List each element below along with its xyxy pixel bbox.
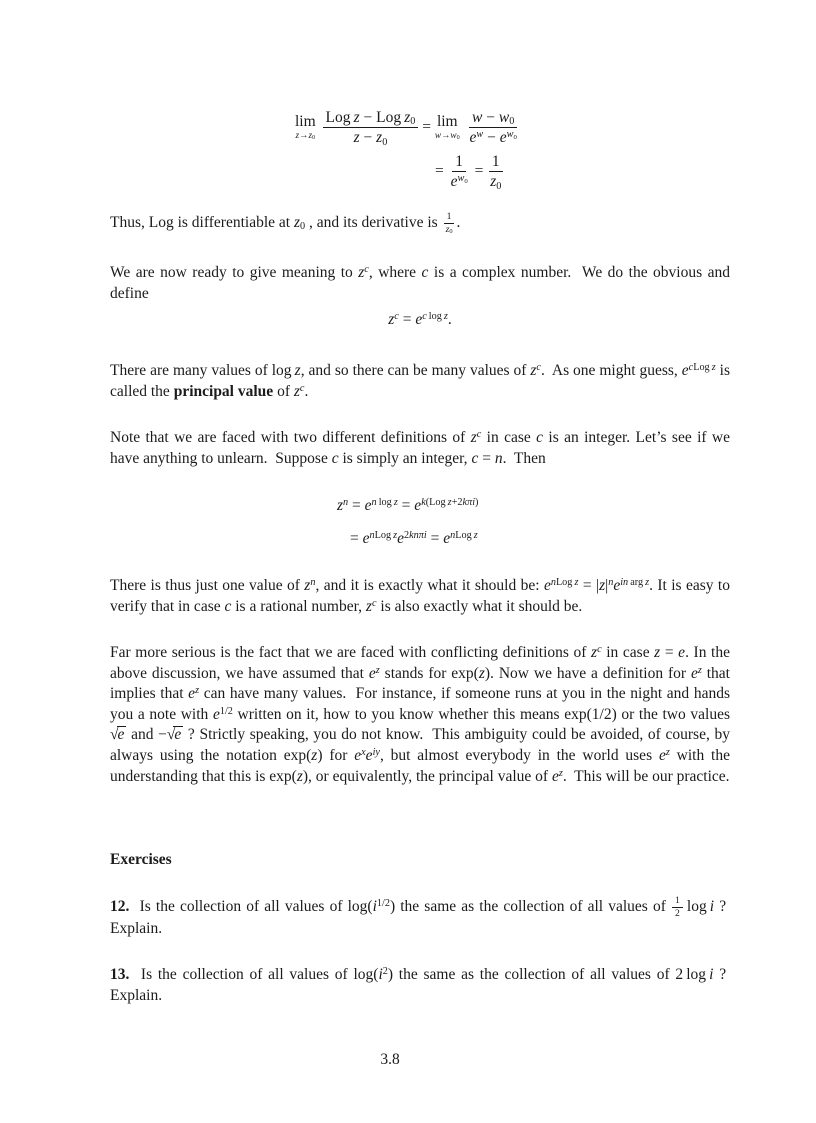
paragraph-log-differentiable: Thus, Log is differentiable at $z_0$ , and its derivative is $\frac{1}{z_0}$ . — [110, 211, 461, 236]
paragraph-conflicting-definitions: Far more serious is the fact that we are faced with conflicting definitions of $z^c$ in case z = e. In the above discussion, we have assumed that $e^z$ stands for exp(z). Now we have a definition for $e^z$ that implies that $e^z$ can have many values. For instance, if someone runs at you in the night and hands you a note with $e^{1/2}$ written on it, how to you know whether this means exp(1/2) or the two values √e and −√e ? Strictly speaking, you do not know. This ambiguity could be avoided, of course, by always using the notation exp(z) for $e^xe^{iy}$, but almost everybody in the world uses $e^z$ with the understanding that this is exp(z), or equivalently, the principal value of $e^z$. This will be our practice. — [110, 644, 730, 785]
equation-zn-line1: $z^n = e^{n log z} = e^{k(Log z+2k\pi i)}$ — [337, 497, 479, 514]
exercise-12: 12. Is the collection of all values of $\log(i^{1/2})$ the same as the collection of all values of $\frac{1}{2}$ log i ? Explain. — [110, 895, 730, 938]
equation-zc-definition: $z^c = e^{c log z}$. — [388, 311, 452, 328]
paragraph-meaning-of-zc: We are now ready to give meaning to $z^c$, where c is a complex number. We do the obvious and define — [110, 264, 730, 302]
equation-limit-line1: lim $z\to z_0$ $\frac{Log z - Log z_0}{z - z_0}$ = lim $w\to w_0$ $\frac{w - w_0}{e^w - e^{w_0}}$ — [295, 109, 517, 148]
exercise-13: 13. Is the collection of all values of $\log(i^2)$ the same as the collection of all values of 2 log i ? Explain. — [110, 966, 730, 1004]
equation-zn-line2: = $e^{nLog z}e^{2kn\pi i} = e^{nLog z}$ — [350, 530, 478, 547]
paragraph-two-definitions: Note that we are faced with two different definitions of $z^c$ in case c is an integer. Let’s see if we have anything to unlearn. Suppose c is simply an integer, c = n. Then — [110, 429, 730, 467]
equation-limit-line2: = $\frac{1}{e^{w_0}}$ = $\frac{1}{z_0}$ — [435, 153, 502, 192]
paragraph-principal-value: There are many values of log z, and so there can be many values of $z^c$. As one might guess, $e^{cLog z}$ is called the principal value of $z^c$. — [110, 362, 730, 400]
paragraph-one-value: There is thus just one value of $z^n$, and it is exactly what it should be: $e^{nLog z} = |z|^ne^{in arg z}$. It is easy to verify that in case c is a rational number, $z^c$ is also exactly what it should be. — [110, 577, 730, 615]
exercises-heading: Exercises — [110, 851, 172, 868]
page-number: 3.8 — [380, 1051, 400, 1068]
